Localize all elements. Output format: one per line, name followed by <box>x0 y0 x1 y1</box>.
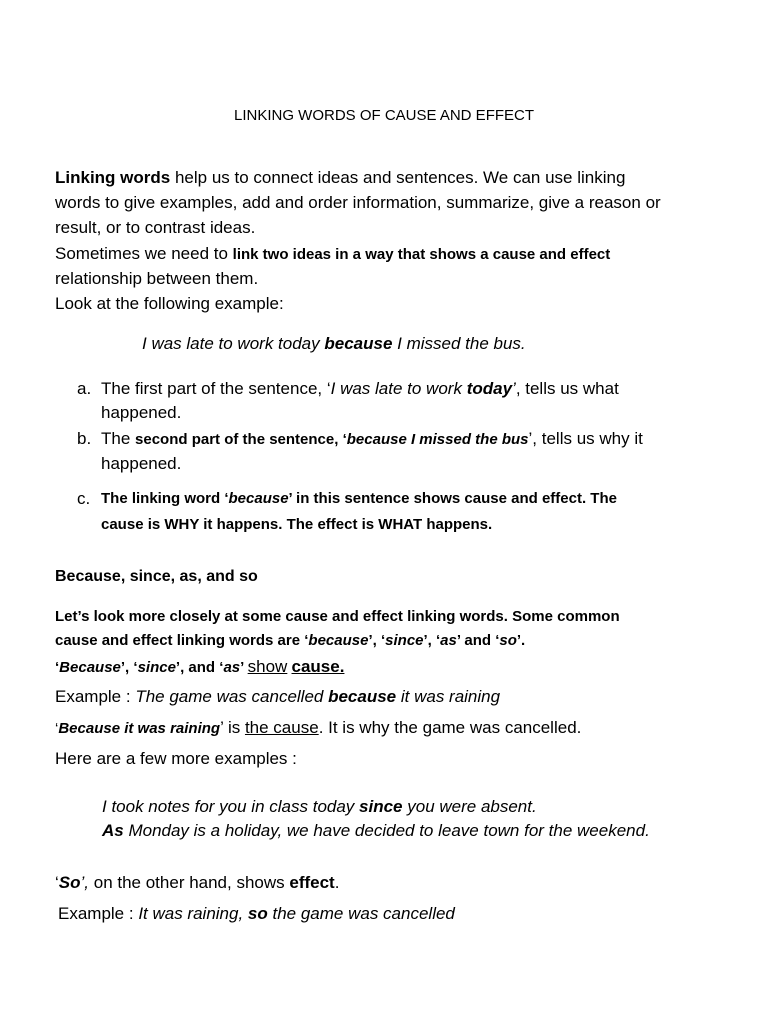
section-text: ’ and ‘ <box>456 632 500 649</box>
section-text: ’ is <box>220 718 245 737</box>
emphasis-text: second part of the sentence <box>135 431 335 448</box>
list-text: The first part of the sentence, ‘ <box>101 379 331 398</box>
intro-text: Sometimes we need to <box>55 244 233 263</box>
list-item-c-line-2: cause is WHY it happens. The effect is WHAT happens. <box>101 516 493 533</box>
linking-word: since <box>385 632 424 649</box>
quoted-text: today <box>466 379 513 398</box>
quote-mark: ’. <box>516 632 526 649</box>
quote-mark: ’, <box>80 873 90 892</box>
intro-text: help us to connect ideas and sentences. We can use linking <box>170 168 626 187</box>
list-text: , tells us what <box>515 379 619 398</box>
example-text: The game was cancelled <box>135 687 329 706</box>
quote-mark: ’, ‘ <box>120 659 138 676</box>
page-title: LINKING WORDS OF CAUSE AND EFFECT <box>233 107 535 124</box>
section-text: . <box>334 873 340 892</box>
list-marker-b: b. <box>77 429 92 448</box>
list-item-a-line-1 <box>101 378 619 400</box>
list-text: The linking word ‘ <box>101 490 229 507</box>
section-line-2 <box>55 630 525 652</box>
section-line-1: Let’s look more closely at some cause and effect linking words. Some common <box>55 608 620 625</box>
intro-line-3: result, or to contrast ideas. <box>55 218 256 237</box>
intro-line-5: relationship between them. <box>55 269 259 288</box>
quote-mark: ‘ <box>55 720 59 737</box>
list-item-b-line-1 <box>101 428 643 451</box>
more-examples-line: Here are a few more examples : <box>55 749 297 768</box>
quoted-text: I was late to work <box>330 379 467 398</box>
linking-word: since <box>137 659 176 676</box>
section-text: cause and effect linking words are ‘ <box>55 632 309 649</box>
linking-word: as <box>223 659 241 676</box>
quote-mark: ’ <box>240 659 248 676</box>
linking-word: since <box>359 797 403 816</box>
intro-line-4 <box>55 243 610 266</box>
list-text: ’ in this sentence shows cause and effect. The <box>288 490 617 507</box>
linking-word: So <box>58 873 81 892</box>
underlined-text: cause. <box>291 657 345 676</box>
example-text: I took notes for you in class today <box>102 797 360 816</box>
intro-line-6: Look at the following example: <box>55 294 284 313</box>
example-line-1 <box>55 686 500 708</box>
example-text: I was late to work today <box>142 334 325 353</box>
section-text: on the other hand, shows <box>89 873 290 892</box>
example-line-4 <box>58 903 455 925</box>
linking-word: because <box>308 632 369 649</box>
quote-mark: ’ <box>528 429 533 448</box>
example-line-3 <box>102 820 650 842</box>
example-text: the game was cancelled <box>267 904 455 923</box>
list-text: The <box>101 429 136 448</box>
example-text: Monday is a holiday, we have decided to leave town for the weekend. <box>123 821 650 840</box>
quote-mark: ‘ <box>55 659 60 676</box>
section-line-3 <box>55 656 344 679</box>
section-heading: Because, since, as, and so <box>55 568 258 585</box>
intro-line-2: words to give examples, add and order information, summarize, give a reason or <box>55 193 661 212</box>
linking-word: Because <box>59 659 121 676</box>
quote-mark: , ‘ <box>334 431 347 448</box>
example-text: it was raining <box>396 687 501 706</box>
quoted-text: Because it was raining <box>58 720 221 737</box>
example-text: you were absent. <box>402 797 537 816</box>
linking-word: as <box>440 632 457 649</box>
term-linking-words: Linking words <box>55 168 171 187</box>
linking-word: because <box>324 334 393 353</box>
underlined-text: show <box>247 657 288 676</box>
list-item-b-line-2: happened. <box>101 454 182 473</box>
emphasis-text: effect <box>289 873 335 892</box>
so-line <box>55 872 339 894</box>
linking-word: so <box>247 904 268 923</box>
quote-mark: ’ <box>512 379 516 398</box>
example-label: Example : <box>55 687 136 706</box>
emphasis-text: link two ideas in a way that shows a cause and effect <box>232 246 611 263</box>
section-text: ’, and ‘ <box>175 659 224 676</box>
quoted-text: because I missed the bus <box>346 431 529 448</box>
list-item-a-line-2: happened. <box>101 403 182 422</box>
linking-word: because <box>328 687 397 706</box>
section-text: . It is why the game was cancelled. <box>318 718 582 737</box>
example-label: Example : <box>58 904 139 923</box>
cause-line <box>55 717 581 740</box>
underlined-text: the cause <box>244 718 319 737</box>
linking-word: because <box>228 490 289 507</box>
list-marker-c: c. <box>77 489 91 508</box>
example-text: I missed the bus. <box>392 334 526 353</box>
list-marker-a: a. <box>77 379 92 398</box>
example-text: It was raining, <box>138 904 248 923</box>
quote-mark: ‘ <box>55 873 59 892</box>
quote-mark: ’, ‘ <box>423 632 441 649</box>
quote-mark: ’, ‘ <box>368 632 386 649</box>
linking-word: so <box>499 632 517 649</box>
example-line-2 <box>102 796 537 818</box>
list-text: , tells us why it <box>532 429 643 448</box>
linking-word: As <box>102 821 124 840</box>
list-item-c-line-1 <box>101 488 617 510</box>
intro-line-1 <box>55 167 625 189</box>
main-example <box>142 333 526 355</box>
